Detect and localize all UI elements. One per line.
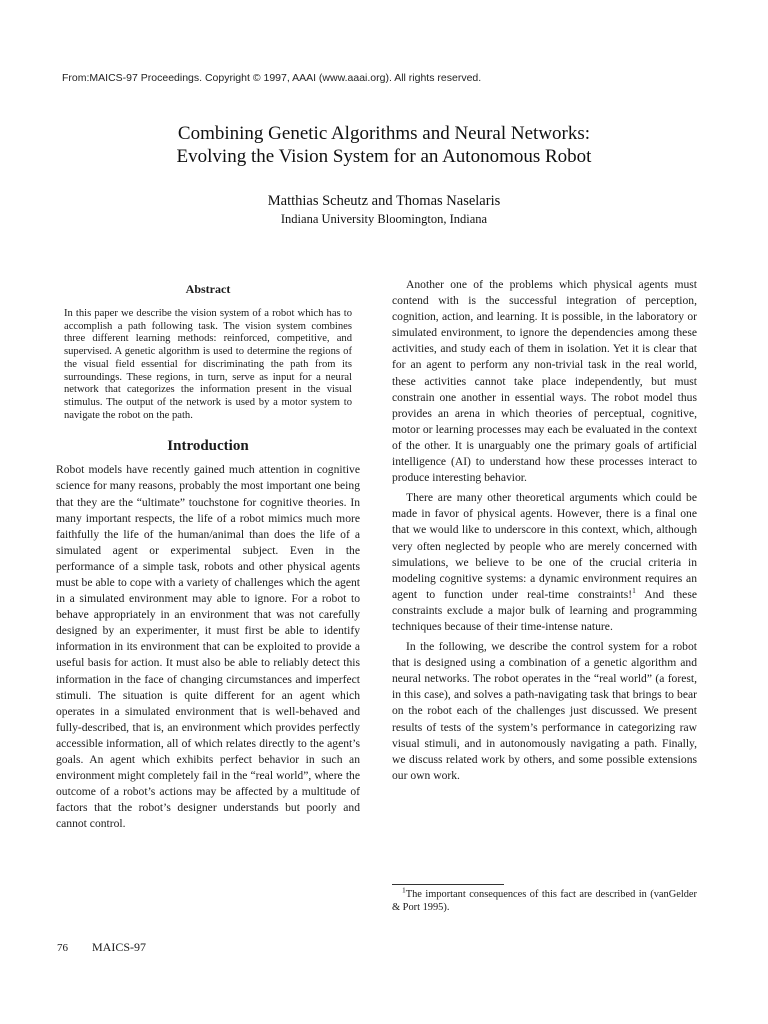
author-1: Matthias Scheutz (267, 193, 369, 209)
title-line-2: Evolving the Vision System for an Autonomous Robot (176, 146, 592, 167)
introduction-heading: Introduction (167, 438, 249, 455)
affiliation: Indiana University Bloomington, Indiana (280, 212, 488, 226)
author-conjunction: and (371, 193, 393, 209)
left-column (56, 282, 360, 832)
title-line-1: Combining Genetic Algorithms and Neural Networks: (177, 123, 591, 144)
author-2: Thomas Naselaris (395, 193, 501, 209)
right-paragraph-2 (392, 490, 697, 635)
page-number: 76 (57, 942, 68, 954)
introduction-paragraph-1: Robot models have recently gained much attention in cognitive science for many reasons, probably the most important one being that they are the “ultimate” touchstone for cognitive theories. In many important respects, the life of a robot mimics much more faithfully the life of the human/animal than does the life of a simulated agent or experimental subject. Even in the performance of a simple task, robots and other physical agents must be able to cope with a variety of challenges which the agent in a simulated environment may able to ignore. For a robot to behave appropriately in an environment that was not carefully designed by an experimenter, it must first be able to identify information in its environment that can be exploited to provide a useful basis for action. It must also be able to reliably detect this information in the face of changing circumstances and imperfect stimuli. The situation is quite different for an agent which operates in a simulated environment that is well-behaved and fully-described, that is, an environment which provides perfectly accessible information, all of which relates directly to the agent’s goals. An agent which exhibits perfect behavior in such an environment might completely fail in the “real world”, where the outcome of a robot’s actions may be affected by a multitude of factors that the robot’s designer understands but poorly and cannot control. (56, 463, 360, 831)
right-paragraph-2-rest: And these constraints exclude a major bulk of learning and programming techniques because of their time-intense nature. (392, 587, 697, 633)
abstract-text: In this paper we describe the vision system of a robot which has to accomplish a path following task. The vision system combines three different learning methods: reinforced, competitive, and supervised. A genetic algorithm is used to determine the regions of the visual field essential for discriminating the path from its surroundings. These regions, in turn, serve as input for a neural network that categorizes the information present in the visual stimulus. The output of the network is used by a motor system to navigate the robot on the path. (64, 308, 352, 421)
right-column (392, 277, 697, 784)
paper-title (60, 122, 708, 168)
footnote (392, 885, 697, 914)
copyright-notice: From:MAICS-97 Proceedings. Copyright © 1997, AAAI (www.aaai.org). All rights reserved. (62, 72, 482, 84)
right-paragraph-3: In the following, we describe the control system for a robot that is designed using a combination of a genetic algorithm and neural networks. The robot operates in the “real world” (a forest, in this case), and solves a path-navigating task that brings to bear on the robot each of the challenges just discussed. We present results of tests of the system’s performance in categorizing raw visual stimuli, and in autonomously navigating a path. Finally, we discuss related work by others, and some possible extensions our own work. (392, 640, 697, 782)
footnote-divider (392, 884, 504, 885)
venue-label: MAICS-97 (92, 940, 147, 954)
footnote-reference[interactable]: 1 (632, 585, 636, 595)
right-paragraph-2-text: There are many other theoretical arguments which could be made in favor of physical agents. However, there is a final one that we would like to underscore in this context, which, although very often neglected by people who are merely concerned with simulations, we believe to be one of the crucial criteria in modeling cognitive systems: a dynamic environment requires an agent to function under real-time constraints! (392, 491, 697, 601)
footnote-text: The important consequences of this fact are described in (vanGelder & Port 1995). (392, 889, 697, 913)
abstract-heading: Abstract (185, 282, 231, 296)
authors (60, 193, 708, 210)
footnote-mark: 1 (402, 885, 406, 895)
right-paragraph-1: Another one of the problems which physical agents must contend with is the successful integration of perception, cognition, action, and learning. It is possible, in the laboratory or simulated environment, to ignore the dependencies among these activities, and study each of them in isolation. Yet it is clear that for an agent to perform any non-trivial task in the real world, these activities cannot take place independently, but must constrain one another in essential ways. The robot model thus provides an arena in which theories of perceptual, cognitive, motor or learning processes may each be evaluated in the context of the other. It is unarguably one the primary goals of artificial intelligence (AI) to understand how these processes interact to produce interesting behavior. (392, 278, 697, 485)
